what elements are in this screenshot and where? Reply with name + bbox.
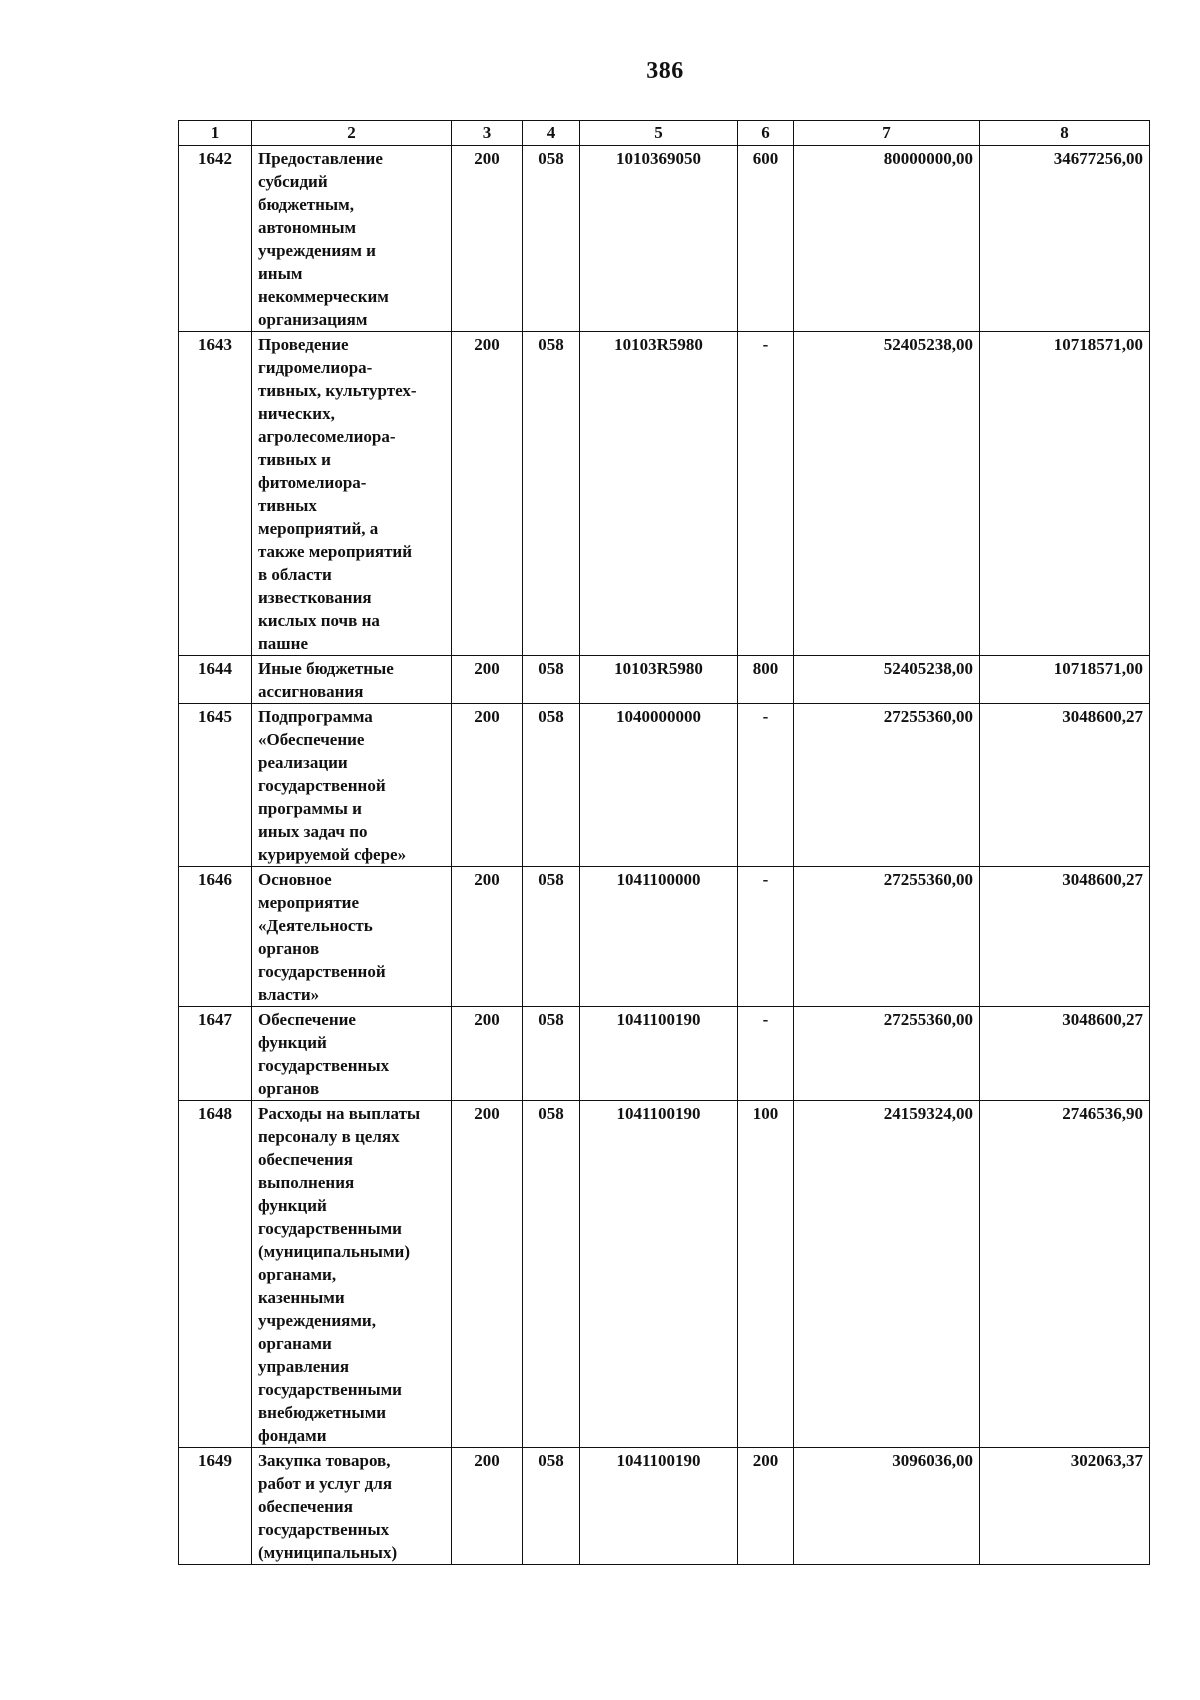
table-row: [179, 1448, 1150, 1565]
amount-col8-cell: 2746536,90: [980, 1101, 1150, 1448]
amount-col8-cell: 10718571,00: [980, 656, 1150, 704]
row-number-cell: 1648: [179, 1101, 252, 1448]
col3-code-cell: 200: [452, 1448, 523, 1565]
target-article-cell: 1041100000: [580, 867, 738, 1007]
amount-col7-cell: 27255360,00: [794, 867, 980, 1007]
col-header-7: 7: [794, 121, 980, 146]
table-header-row: [179, 121, 1150, 146]
budget-table: [178, 120, 1150, 1565]
target-article-cell: 10103R5980: [580, 332, 738, 656]
col3-code-cell: 200: [452, 704, 523, 867]
col-header-6: 6: [738, 121, 794, 146]
table-body: [179, 146, 1150, 1565]
row-number-cell: 1642: [179, 146, 252, 332]
target-article-cell: 1041100190: [580, 1007, 738, 1101]
expense-name-cell: Подпрограмма «Обеспечение реализации государственной программы и иных задач по курируемой сфере»: [252, 704, 452, 867]
col4-code-cell: 058: [523, 1007, 580, 1101]
table-row: [179, 1007, 1150, 1101]
amount-col7-cell: 27255360,00: [794, 704, 980, 867]
row-number-cell: 1645: [179, 704, 252, 867]
amount-col7-cell: 24159324,00: [794, 1101, 980, 1448]
col-header-3: 3: [452, 121, 523, 146]
page-number: 386: [646, 58, 684, 84]
row-number-cell: 1647: [179, 1007, 252, 1101]
col4-code-cell: 058: [523, 332, 580, 656]
col4-code-cell: 058: [523, 656, 580, 704]
col4-code-cell: 058: [523, 867, 580, 1007]
expense-type-cell: 200: [738, 1448, 794, 1565]
expense-name-cell: Проведение гидромелиора- тивных, культуртех- нических, агролесомелиора- тивных и фитомелиора- тивных мероприятий, а также мероприятий в области известкования кислых почв на пашне: [252, 332, 452, 656]
col4-code-cell: 058: [523, 704, 580, 867]
col3-code-cell: 200: [452, 1101, 523, 1448]
amount-col7-cell: 3096036,00: [794, 1448, 980, 1565]
amount-col8-cell: 3048600,27: [980, 867, 1150, 1007]
col4-code-cell: 058: [523, 1101, 580, 1448]
table-row: [179, 146, 1150, 332]
expense-type-cell: 600: [738, 146, 794, 332]
amount-col8-cell: 302063,37: [980, 1448, 1150, 1565]
target-article-cell: 1041100190: [580, 1448, 738, 1565]
expense-type-cell: 100: [738, 1101, 794, 1448]
amount-col8-cell: 3048600,27: [980, 704, 1150, 867]
col-header-4: 4: [523, 121, 580, 146]
target-article-cell: 1010369050: [580, 146, 738, 332]
expense-name-cell: Предоставление субсидий бюджетным, автономным учреждениям и иным некоммерческим организациям: [252, 146, 452, 332]
col3-code-cell: 200: [452, 146, 523, 332]
col3-code-cell: 200: [452, 656, 523, 704]
col-header-1: 1: [179, 121, 252, 146]
expense-name-cell: Обеспечение функций государственных органов: [252, 1007, 452, 1101]
row-number-cell: 1649: [179, 1448, 252, 1565]
col3-code-cell: 200: [452, 1007, 523, 1101]
col3-code-cell: 200: [452, 332, 523, 656]
row-number-cell: 1644: [179, 656, 252, 704]
target-article-cell: 1040000000: [580, 704, 738, 867]
expense-type-cell: -: [738, 704, 794, 867]
table-row: [179, 332, 1150, 656]
target-article-cell: 10103R5980: [580, 656, 738, 704]
expense-type-cell: 800: [738, 656, 794, 704]
expense-name-cell: Расходы на выплаты персоналу в целях обеспечения выполнения функций государственными (муниципальными) органами, казенными учреждениями, органами управления государственными внебюджетными фондами: [252, 1101, 452, 1448]
col-header-5: 5: [580, 121, 738, 146]
expense-type-cell: -: [738, 1007, 794, 1101]
col-header-2: 2: [252, 121, 452, 146]
col-header-8: 8: [980, 121, 1150, 146]
amount-col8-cell: 10718571,00: [980, 332, 1150, 656]
amount-col8-cell: 34677256,00: [980, 146, 1150, 332]
amount-col7-cell: 52405238,00: [794, 332, 980, 656]
table-row: [179, 867, 1150, 1007]
row-number-cell: 1646: [179, 867, 252, 1007]
expense-type-cell: -: [738, 332, 794, 656]
amount-col7-cell: 52405238,00: [794, 656, 980, 704]
expense-type-cell: -: [738, 867, 794, 1007]
table-row: [179, 656, 1150, 704]
target-article-cell: 1041100190: [580, 1101, 738, 1448]
expense-name-cell: Основное мероприятие «Деятельность органов государственной власти»: [252, 867, 452, 1007]
amount-col7-cell: 27255360,00: [794, 1007, 980, 1101]
col4-code-cell: 058: [523, 1448, 580, 1565]
table-row: [179, 704, 1150, 867]
amount-col7-cell: 80000000,00: [794, 146, 980, 332]
expense-name-cell: Закупка товаров, работ и услуг для обеспечения государственных (муниципальных): [252, 1448, 452, 1565]
table-row: [179, 1101, 1150, 1448]
amount-col8-cell: 3048600,27: [980, 1007, 1150, 1101]
expense-name-cell: Иные бюджетные ассигнования: [252, 656, 452, 704]
row-number-cell: 1643: [179, 332, 252, 656]
col3-code-cell: 200: [452, 867, 523, 1007]
col4-code-cell: 058: [523, 146, 580, 332]
